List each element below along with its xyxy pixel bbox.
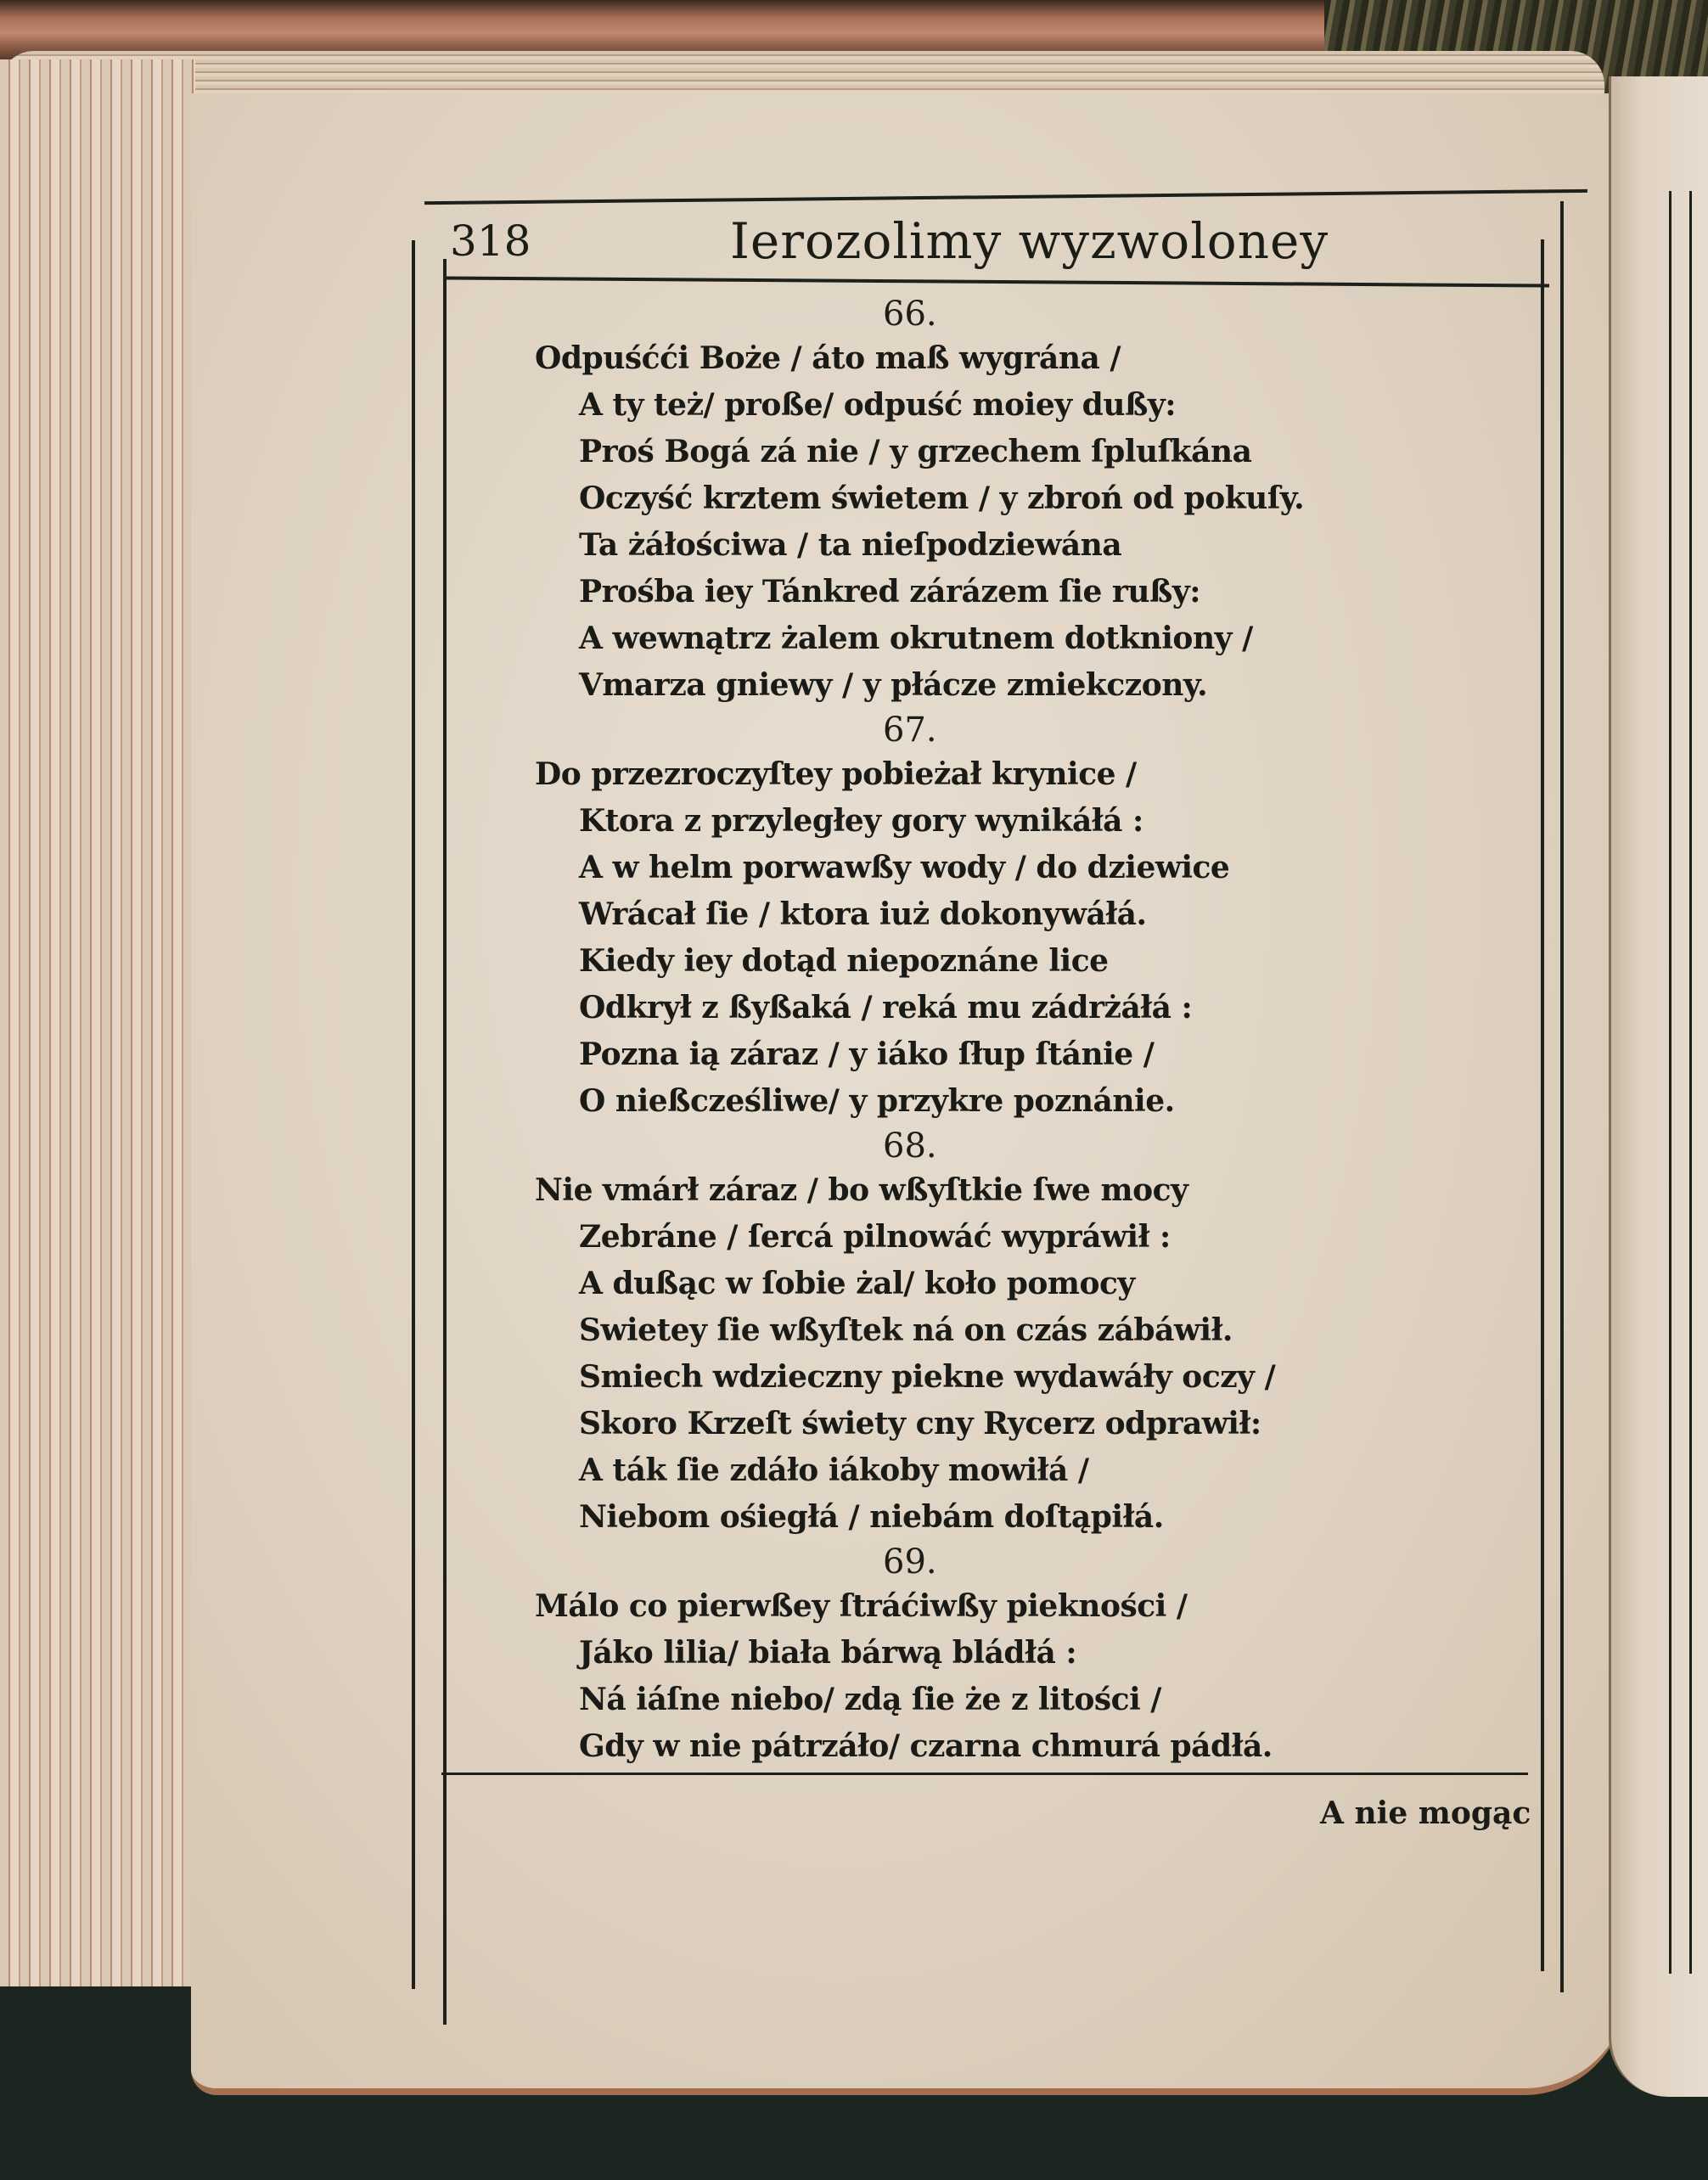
verse-line: Vmarza gniewy / y płácze zmiekczony. [579,667,1208,703]
verse-line: A wewnątrz żalem okrutnem dotkniony / [579,621,1253,656]
frame-rule-left-inner [443,259,447,2025]
stanza-number: 68. [883,1127,937,1166]
verse-line: Kiedy iey dotąd niepoznáne lice [579,943,1109,979]
frame-rule-right-outer [1560,201,1564,1992]
catchword: A nie mogąc [1320,1795,1531,1831]
stanza-number: 67. [883,711,937,750]
verse-line: Ná iáſne niebo/ zdą ſie że z litości / [579,1682,1161,1717]
verse-line: Gdy w nie pátrzáło/ czarna chmurá pádłá. [579,1728,1273,1764]
next-page-edge [1609,76,1708,2097]
page-number: 318 [450,216,531,266]
running-head [441,208,1426,276]
verse-line: A ták ſie zdáło iákoby mowiłá / [579,1452,1089,1488]
verse-line: A w helm porwawßy wody / do dziewice [579,850,1230,885]
verse-line: Málo co pierwßey ſtráćiwßy piekności / [535,1588,1188,1624]
verse-line: A dußąc w ſobie żal/ koło pomocy [579,1266,1135,1301]
verse-line: Skoro Krzeſt świety cny Rycerz odprawił: [579,1406,1261,1441]
verse-line: Zebráne / ſercá pilnowáć wypráwił : [579,1219,1171,1255]
verse-line: Prośba iey Tánkred zárázem ſie rußy: [579,574,1201,610]
verse-line: Oczyść krztem świetem / y zbroń od pokuſy. [579,480,1305,516]
frame-rule-right-inner [1541,239,1544,1971]
verse-line: Pozna ią záraz / y iáko ſłup ſtánie / [579,1037,1155,1072]
verse-line: Odkrył z ßyßaká / reká mu zádrżáłá : [579,990,1193,1025]
verse-line: Proś Bogá zá nie / y grzechem ſpluſkána [579,434,1252,469]
verse-line: Odpuśćći Boże / áto maß wygrána / [535,340,1121,376]
frame-rule-left-outer [412,240,415,1989]
verse-line: Do przezroczyſtey pobieżał krynice / [535,756,1137,792]
verse-line: Wrácał ſie / ktora iuż dokonywáłá. [579,896,1147,932]
verse-line: A ty też/ proße/ odpuść moiey dußy: [579,387,1177,423]
verse-line: Nie vmárł záraz / bo wßyſtkie ſwe mocy [535,1172,1188,1208]
verse-line: Swietey ſie wßyſtek ná on czás zábáwił. [579,1312,1233,1348]
verse-line: Smiech wdzieczny piekne wydawáły oczy / [579,1359,1276,1395]
verse-line: Ktora z przyległey gory wynikáłá : [579,803,1143,839]
next-page-rule-1 [1669,191,1671,1974]
next-page-rule-2 [1689,191,1692,1974]
verse-line: Jáko lilia/ biała bárwą bládłá : [579,1635,1077,1671]
poem-text [535,293,1392,1770]
stanza-number: 66. [883,295,937,334]
running-title: Ierozolimy wyzwoloney [730,212,1329,270]
verse-line: Niebom ośiegłá / niebám doſtąpiłá. [579,1499,1164,1535]
stanza-number: 69. [883,1542,937,1582]
frame-rule-text-bottom [441,1773,1528,1775]
verse-line: O nießcześliwe/ y przykre poznánie. [579,1083,1175,1119]
verse-line: Ta żáłościwa / ta nieſpodziewána [579,527,1122,563]
page-stack-edge [0,59,195,1986]
